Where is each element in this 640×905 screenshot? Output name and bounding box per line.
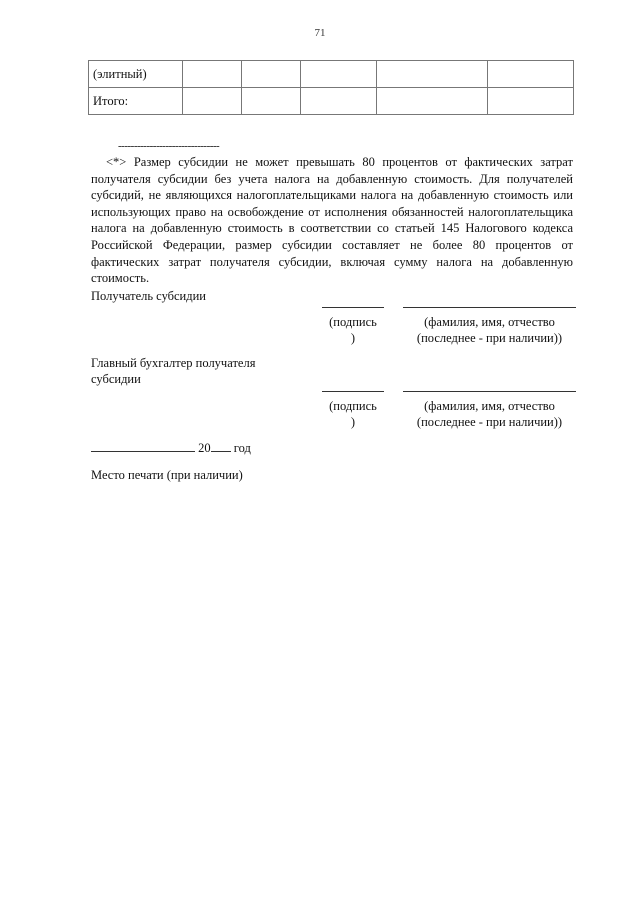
table-cell <box>183 61 242 88</box>
date-blank <box>91 439 195 452</box>
row-label: Итого: <box>89 88 183 115</box>
table-cell <box>488 88 574 115</box>
footnote-separator: -------------------------------- <box>118 140 220 152</box>
table-cell <box>377 61 488 88</box>
date-line <box>91 439 251 456</box>
accountant-signature-line <box>322 391 384 392</box>
footnote-text: <*> Размер субсидии не может превышать 80 процентов от фактических затрат получателя субсидии без учета налога на добавленную стоимость. Для получателей субсидий, не являющихся налогоплательщиками налога на добавленную стоимость или использующих право на освобождение от исполнения обязанностей налогоплательщика налога на добавленную стоимость в соответствии со статьей 145 Налогового кодекса Российской Федерации, размер субсидии составляет не более 80 процентов от фактических затрат получателя субсидии, включая сумму налога на добавленную стоимость. <box>91 155 573 286</box>
label-line: субсидии <box>91 372 141 386</box>
caption-line: (фамилия, имя, отчество <box>424 315 555 329</box>
caption-line: (подпись <box>329 315 377 329</box>
table-row <box>89 61 574 88</box>
page-number: 71 <box>314 27 326 39</box>
caption-line: ) <box>350 415 356 429</box>
caption-line: (фамилия, имя, отчество <box>424 399 555 413</box>
accountant-name-line <box>403 391 576 392</box>
caption-line: (подпись <box>329 399 377 413</box>
table-row <box>89 88 574 115</box>
recipient-name-caption <box>403 314 576 346</box>
table-cell <box>301 88 377 115</box>
table-cell <box>301 61 377 88</box>
stamp-place: Место печати (при наличии) <box>91 468 243 482</box>
table-cell <box>242 88 301 115</box>
table-cell <box>183 88 242 115</box>
caption-line: ) <box>350 331 356 345</box>
table-cell <box>242 61 301 88</box>
label-line: Главный бухгалтер получателя <box>91 356 256 370</box>
row-label: (элитный) <box>89 61 183 88</box>
caption-line: (последнее - при наличии)) <box>416 331 563 345</box>
subsidy-table <box>88 60 574 115</box>
recipient-name-line <box>403 307 576 308</box>
year-blank <box>211 439 231 452</box>
accountant-label <box>91 355 255 387</box>
recipient-label: Получатель субсидии <box>91 289 206 303</box>
accountant-name-caption <box>403 398 576 430</box>
recipient-signature-caption <box>318 314 388 346</box>
recipient-signature-line <box>322 307 384 308</box>
table-cell <box>377 88 488 115</box>
caption-line: (последнее - при наличии)) <box>416 415 563 429</box>
accountant-signature-caption <box>318 398 388 430</box>
year-prefix: 20 <box>198 441 211 455</box>
table-cell <box>488 61 574 88</box>
year-suffix: год <box>233 441 251 455</box>
